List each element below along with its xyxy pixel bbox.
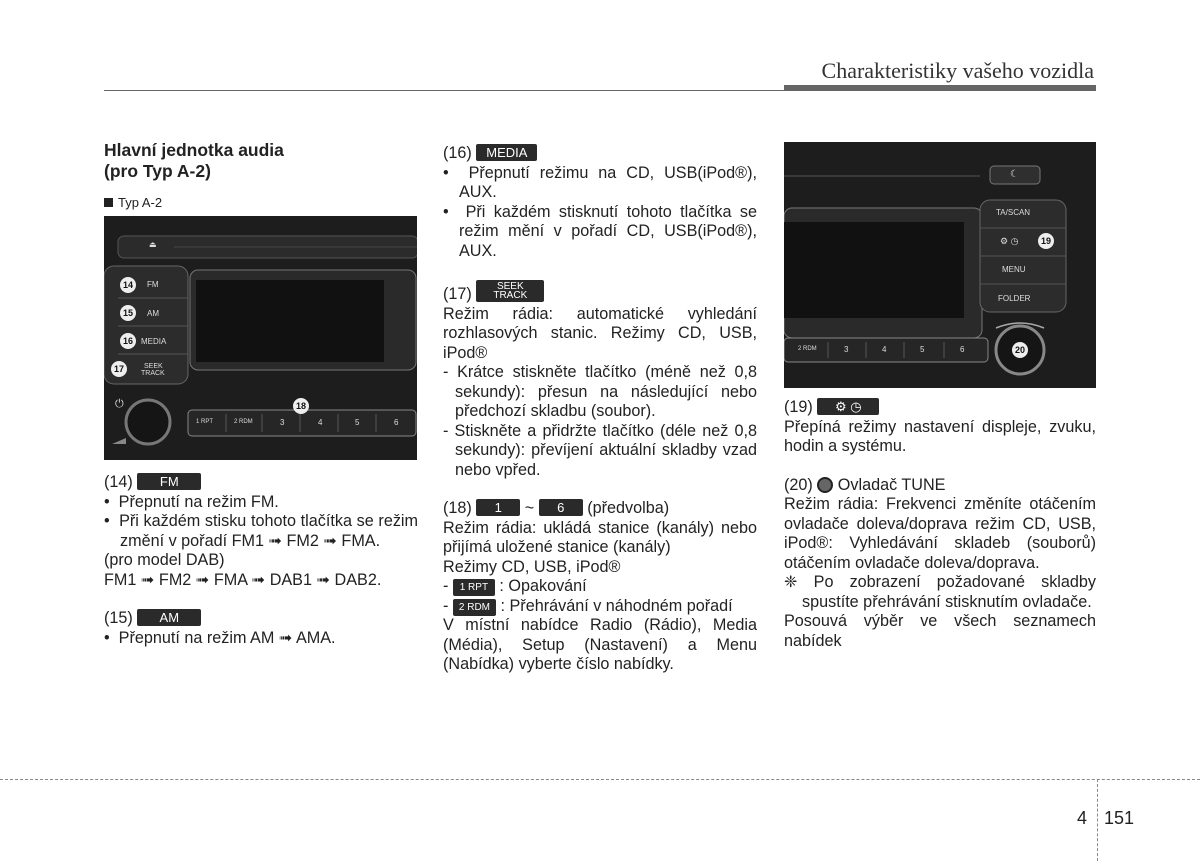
section-17-dash-2: - Stiskněte a přidržte tlačítko (déle než 0,8 sekundy): převíjení aktuální skladby vzad nebo vpřed. — [443, 421, 757, 479]
square-bullet-icon — [104, 198, 113, 207]
preset-6-badge: 6 — [539, 499, 583, 516]
radio2-folder-label: FOLDER — [998, 294, 1031, 303]
section-15-bullet-1: • Přepnutí na režim AM ➟ AMA. — [104, 628, 336, 647]
am-button-badge: AM — [137, 609, 201, 626]
section-14-dab-sequence: FM1 ➟ FM2 ➟ FMA ➟ DAB1 ➟ DAB2. — [104, 570, 382, 589]
section-title-line1: Hlavní jednotka audia — [104, 140, 284, 160]
radio1-preset-1: 1 RPT — [196, 419, 214, 425]
radio1-preset-6: 6 — [394, 418, 399, 427]
callout-16: 16 — [120, 333, 136, 349]
audio-unit-closeup-image — [784, 142, 1096, 388]
audio-unit-closeup-drawing — [784, 142, 1096, 388]
column-middle — [443, 144, 757, 675]
footer-dashed-divider — [1097, 779, 1098, 861]
section-16-bullet-1: • Přepnutí režimu na CD, USB(iPod®), AUX. — [443, 163, 757, 201]
preset-1-badge: 1 — [476, 499, 520, 516]
setup-button-badge: ⚙ ◷ — [817, 398, 879, 415]
radio2-menu-label: MENU — [1002, 265, 1026, 274]
radio2-preset-5: 5 — [920, 345, 925, 354]
section-20-head: (20) Ovladač TUNE — [784, 475, 946, 494]
header-rule-thin — [104, 90, 784, 91]
radio1-preset-5: 5 — [355, 418, 360, 427]
section-19-para: Přepíná režimy nastavení displeje, zvuku, hodin a systému. — [784, 417, 1096, 455]
section-14-bullet-1: • Přepnutí na režim FM. — [104, 492, 279, 511]
radio1-preset-4: 4 — [318, 418, 323, 427]
radio2-setup-icons: ⚙ ◷ — [1000, 236, 1019, 246]
radio1-preset-3: 3 — [280, 418, 285, 427]
section-16-head: (16) MEDIA — [443, 144, 757, 164]
audio-unit-image-a2 — [104, 216, 417, 460]
section-15-head: (15) AM — [104, 609, 418, 629]
section-19-head: (19) ⚙ ◷ — [784, 398, 1096, 418]
radio2-tascan-label: TA/SCAN — [996, 208, 1031, 217]
section-18-head: (18) 1 ~ 6 (předvolba) — [443, 499, 670, 517]
rpt-button-badge: 1 RPT — [453, 579, 495, 596]
tune-knob-icon — [817, 477, 833, 493]
header-rule-thick — [784, 85, 1096, 91]
type-caption: Typ A-2 — [104, 193, 418, 213]
section-16-bullet-2: • Při každém stisknutí tohoto tlačítka se režim mění v pořadí CD, USB(iPod®), AUX. — [443, 202, 757, 260]
callout-14: 14 — [120, 277, 136, 293]
seek-track-button-badge: SEEK TRACK — [476, 280, 544, 302]
running-header: Charakteristiky vašeho vozidla — [821, 58, 1094, 83]
radio1-am-label: AM — [147, 309, 159, 318]
section-14-dab: (pro model DAB) — [104, 551, 225, 569]
footer-dashed-rule — [0, 779, 1200, 780]
section-18-rpt: - 1 RPT : Opakování — [443, 577, 587, 595]
callout-17: 17 — [111, 361, 127, 377]
section-20-para-2: Posouvá výběr ve všech seznamech nabídek — [784, 612, 1096, 650]
rdm-button-badge: 2 RDM — [453, 599, 496, 616]
media-button-badge: MEDIA — [476, 144, 537, 161]
section-17-dash-1: - Krátce stiskněte tlačítko (méně než 0,8 sekundy): přesun na následující nebo předchozí skladbu (soubor). — [443, 363, 757, 420]
radio1-seek-label: SEEK — [144, 363, 163, 370]
radio2-preset-4: 4 — [882, 345, 887, 354]
page-number: 151 — [1104, 808, 1135, 828]
section-17-head: (17) SEEK TRACK — [443, 280, 757, 305]
section-18-rdm: - 2 RDM : Přehrávání v náhodném pořadí — [443, 596, 733, 615]
column-left — [104, 140, 418, 213]
radio1-media-label: MEDIA — [141, 337, 167, 346]
section-18-para-1: Režim rádia: ukládá stanice (kanály) nebo přijímá uložené stanice (kanály) — [443, 518, 757, 556]
section-title-line2: (pro Typ A-2) — [104, 160, 211, 181]
section-20-note: ❈ Po zobrazení požadované skladby spustíte přehrávání stisknutím ovladače. — [784, 573, 1096, 611]
radio1-preset-2: 2 RDM — [234, 419, 253, 425]
moon-icon: ☾ — [1010, 169, 1019, 180]
callout-18: 18 — [293, 398, 309, 414]
chapter-number: 4 — [1077, 808, 1088, 828]
section-17-para: Režim rádia: automatické vyhledání rozhlasových stanic. Režimy CD, USB, iPod® — [443, 304, 757, 362]
section-14-bullet-2: • Při každém stisku tohoto tlačítka se režim změní v pořadí FM1 ➟ FM2 ➟ FMA. — [104, 512, 418, 550]
section-14-head: (14) FM — [104, 473, 418, 493]
radio1-track-label: TRACK — [141, 370, 165, 377]
eject-icon: ⏏ — [149, 240, 157, 249]
section-20-para-1: Režim rádia: Frekvenci změníte otáčením ovladače doleva/doprava režim CD, USB, iPod®: Vyhledávání skladeb (souborů) otáčením ovladače doleva/doprava. — [784, 495, 1096, 572]
section-18-para-3: V místní nabídce Radio (Rádio), Media (Média), Setup (Nastavení) a Menu (Nabídka) vyberte číslo nabídky. — [443, 616, 757, 673]
section-18-para-2: Režimy CD, USB, iPod® — [443, 557, 621, 576]
radio1-fm-label: FM — [147, 280, 159, 289]
power-icon: ⏻ — [115, 398, 124, 410]
column-left-text — [104, 473, 418, 648]
callout-20: 20 — [1012, 342, 1028, 358]
radio2-preset-2: 2 RDM — [798, 346, 817, 352]
callout-15: 15 — [120, 305, 136, 321]
radio2-preset-3: 3 — [844, 345, 849, 354]
radio2-preset-6: 6 — [960, 345, 965, 354]
column-right — [784, 398, 1096, 651]
callout-19: 19 — [1038, 233, 1054, 249]
fm-button-badge: FM — [137, 473, 201, 490]
